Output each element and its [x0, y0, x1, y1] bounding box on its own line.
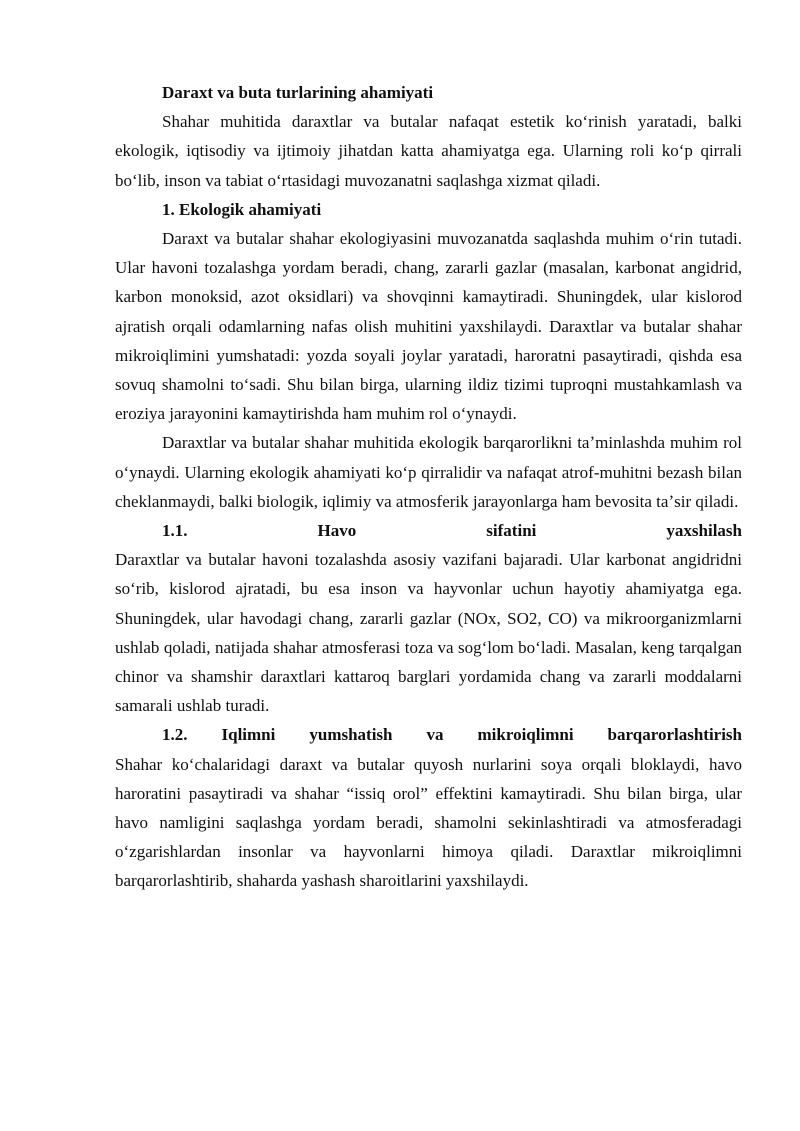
intro-paragraph: Shahar muhitida daraxtlar va butalar nafaqat estetik koʻrinish yaratadi, balki ekologik, iqtisodiy va ijtimoiy jihatdan katta ahamiyatga ega. Ularning roli koʻp qirrali boʻlib, inson va tabiat oʻrtasidagi muvozanatni saqlashga xizmat qiladi.	[115, 112, 742, 190]
section-1-1-heading: 1.1. Havo sifatini yaxshilash	[162, 521, 742, 541]
section-1-1-paragraph: Daraxtlar va butalar havoni tozalashda asosiy vazifani bajaradi. Ular karbonat angidridni soʻrib, kislorod ajratadi, bu esa inson va hayvonlar uchun hayotiy ahamiyatga ega. Shuningdek, ular havodagi chang, zararli gazlar (NOx, SO2, CO) va mikroorganizmlarni ushlab qoladi, natijada shahar atmosferasi toza va sogʻlom boʻladi. Masalan, keng tarqalgan chinor va shamshir daraxtlari kattaroq barglari yordamida chang va zararli moddalarni samarali ushlab turadi.	[115, 550, 742, 716]
section-1-paragraph-1: Daraxt va butalar shahar ekologiyasini muvozanatda saqlashda muhim oʻrin tutadi. Ular havoni tozalashga yordam beradi, chang, zararli gazlar (masalan, karbonat angidrid, karbon monoksid, azot oksidlari) va shovqinni kamaytiradi. Shuningdek, ular kislorod ajratish orqali odamlarning nafas olish muhitini yaxshilaydi. Daraxtlar va butalar shahar mikroiqlimini yumshatadi: yozda soyali joylar yaratadi, haroratni pasaytiradi, qishda esa sovuq shamolni toʻsadi. Shu bilan birga, ularning ildiz tizimi tuproqni mustahkamlash va eroziya jarayonini kamaytirishda ham muhim rol oʻynaydi.	[115, 229, 742, 424]
document-title: Daraxt va buta turlarining ahamiyati	[162, 83, 434, 102]
section-1-2-heading: 1.2. Iqlimni yumshatish va mikroiqlimni barqarorlashtirish	[162, 725, 742, 745]
section-1-2-paragraph: Shahar koʻchalaridagi daraxt va butalar quyosh nurlarini soya orqali bloklaydi, havo haroratini pasaytiradi va shahar “issiq orol” effektini kamaytiradi. Shu bilan birga, ular havo namligini saqlashga yordam beradi, shamolni sekinlashtiradi va atmosferadagi oʻzgarishlardan insonlar va hayvonlarni himoya qiladi. Daraxtlar mikroiqlimni barqarorlashtirib, shaharda yashash sharoitlarini yaxshilaydi.	[115, 754, 742, 891]
section-1-paragraph-2: Daraxtlar va butalar shahar muhitida ekologik barqarorlikni taʼminlashda muhim rol oʻynaydi. Ularning ekologik ahamiyati koʻp qirralidir va nafaqat atrof-muhitni bezash bilan cheklanmaydi, balki biologik, iqlimiy va atmosferik jarayonlarga ham bevosita taʼsir qiladi.	[115, 433, 742, 511]
section-1-heading: 1. Ekologik ahamiyati	[162, 199, 322, 219]
